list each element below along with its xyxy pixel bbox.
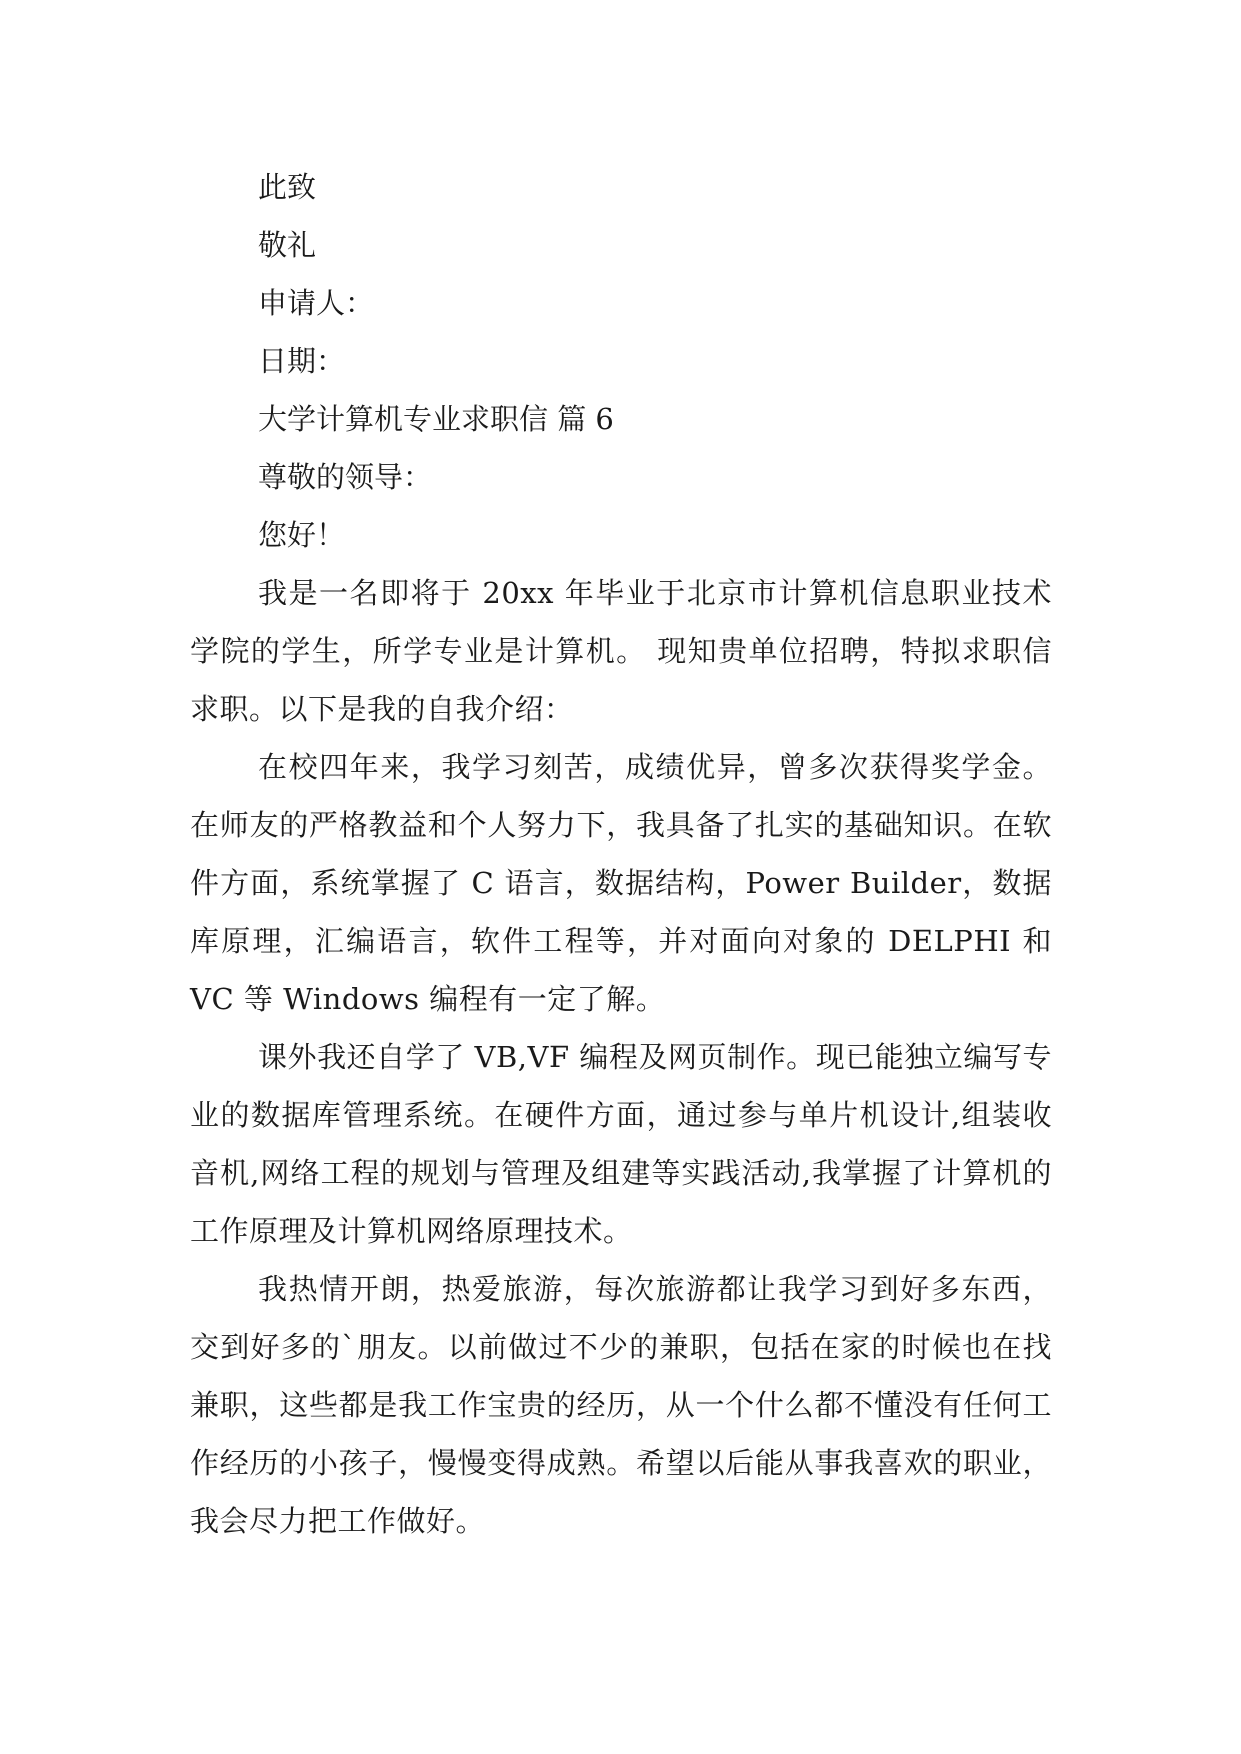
closing-regards-2: 敬礼 bbox=[258, 228, 317, 262]
paragraph-introduction: 我是一名即将于 20xx 年毕业于北京市计算机信息职业技术学院的学生，所学专业是计算机。 现知贵单位招聘，特拟求职信求职。以下是我的自我介绍： bbox=[190, 576, 1052, 726]
letter-body bbox=[190, 158, 1052, 1550]
date-label: 日期： bbox=[258, 344, 346, 378]
paragraph-skills: 课外我还自学了 VB,VF 编程及网页制作。现已能独立编写专业的数据库管理系统。在硬件方面，通过参与单片机设计,组装收音机,网络工程的规划与管理及组建等实践活动,我掌握了计算机的工作原理及计算机网络原理技术。 bbox=[190, 1040, 1052, 1248]
paragraph-personality: 我热情开朗，热爱旅游，每次旅游都让我学习到好多东西，交到好多的`朋友。以前做过不少的兼职，包括在家的时候也在找兼职，这些都是我工作宝贵的经历，从一个什么都不懂没有任何工作经历的小孩子，慢慢变得成熟。希望以后能从事我喜欢的职业，我会尽力把工作做好。 bbox=[190, 1272, 1052, 1538]
greeting: 您好！ bbox=[258, 518, 346, 552]
salutation: 尊敬的领导： bbox=[258, 460, 433, 494]
paragraph-education: 在校四年来，我学习刻苦，成绩优异，曾多次获得奖学金。在师友的严格教益和个人努力下，我具备了扎实的基础知识。在软件方面，系统掌握了 C 语言，数据结构，Power Builder，数据库原理，汇编语言，软件工程等，并对面向对象的 DELPHI 和 VC 等 Windows 编程有一定了解。 bbox=[190, 750, 1052, 1016]
letter-title: 大学计算机专业求职信 篇 6 bbox=[258, 402, 614, 436]
closing-regards-1: 此致 bbox=[258, 170, 317, 204]
applicant-label: 申请人： bbox=[258, 286, 375, 320]
